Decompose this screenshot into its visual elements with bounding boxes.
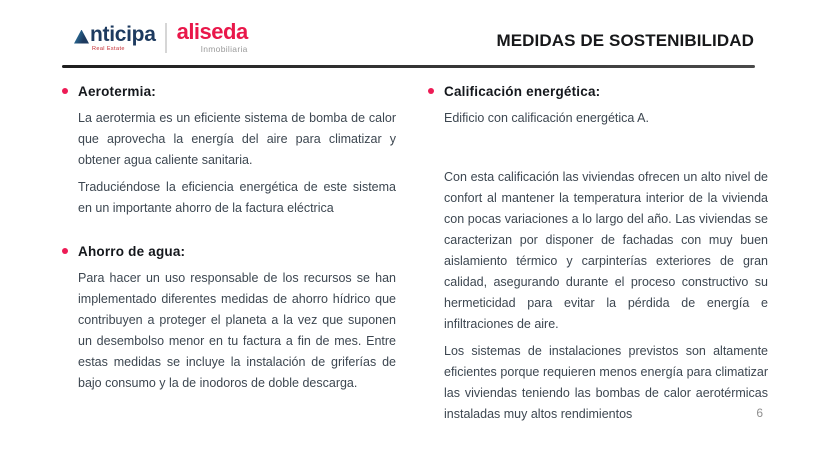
anticipa-logo: [74, 24, 156, 52]
bullet-icon: [428, 88, 434, 94]
section-heading-calificacion-energetica: [428, 84, 768, 99]
section-heading-label: Calificación energética:: [444, 84, 601, 99]
paragraph: Para hacer un uso responsable de los recursos se han implementado diferentes medidas de ahorro hídrico que contribuyen a proteger el planeta a la vez que suponen un desembolso menor en tu factura a fin de mes. Entre estas medidas se incluye la instalación de griferías de bajo consumo y la de inodoros de doble descarga.: [78, 271, 396, 390]
aliseda-tagline: Inmobiliaria: [200, 44, 248, 54]
paragraph: La aerotermia es un eficiente sistema de bomba de calor que aprovecha la energía del aire para climatizar y obtener agua caliente sanitaria.: [78, 111, 396, 167]
page-number: 6: [756, 406, 763, 420]
aliseda-logo-text: aliseda: [176, 19, 248, 44]
anticipa-tagline: Real Estate: [92, 45, 125, 52]
anticipa-logo-text: nticipa: [90, 22, 156, 46]
paragraph: Edificio con calificación energética A.: [444, 111, 649, 125]
logo-group: [74, 21, 248, 54]
bullet-icon: [62, 248, 68, 254]
logo-divider: [165, 23, 167, 53]
section-heading-label: Ahorro de agua:: [78, 244, 186, 259]
paragraph: Con esta calificación las viviendas ofrecen un alto nivel de confort al mantener la temperatura interior de la vivienda con pocas variaciones a lo largo del año. Las viviendas se caracterizan por disponer de fachadas con muy buen aislamiento térmico y carpinterías exteriores de gran calidad, asegurando durante el proceso constructivo su hermeticidad para evitar la pérdida de energía e infiltraciones de aire.: [444, 170, 768, 331]
page-title: MEDIDAS DE SOSTENIBILIDAD: [496, 31, 754, 50]
paragraph: Traduciéndose la eficiencia energética de este sistema en un importante ahorro de la factura eléctrica: [78, 180, 396, 215]
aliseda-logo: [177, 21, 248, 54]
header-rule: [62, 65, 755, 68]
bullet-icon: [62, 88, 68, 94]
section-heading-aerotermia: [62, 84, 396, 99]
anticipa-wordmark: [74, 24, 156, 45]
anticipa-triangle-icon: [74, 30, 89, 44]
section-heading-label: Aerotermia:: [78, 84, 156, 99]
paragraph: Los sistemas de instalaciones previstos son altamente eficientes porque requieren menos energía para climatizar las viviendas teniendo las bombas de calor aerotérmicas instaladas muy altos rendimientos: [444, 344, 768, 421]
left-column: [62, 84, 396, 394]
right-column: [428, 84, 768, 425]
section-heading-ahorro-de-agua: [62, 244, 396, 259]
